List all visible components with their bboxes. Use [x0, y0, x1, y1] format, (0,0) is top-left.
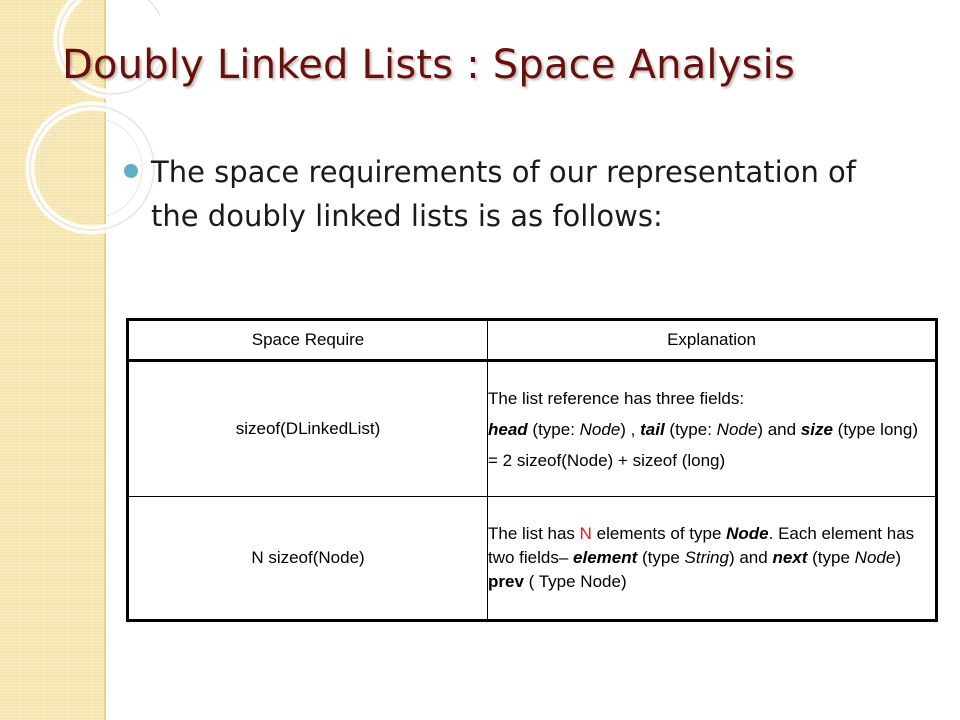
field-next: next — [772, 548, 808, 567]
field-prev: prev — [488, 572, 524, 591]
table-row — [128, 497, 937, 621]
header-space-require: Space Require — [128, 320, 488, 361]
type-string: String — [684, 548, 729, 567]
text-fragment: (type: — [527, 419, 580, 439]
text-fragment: ) and — [728, 548, 773, 567]
bullet-dot-icon — [124, 164, 138, 178]
field-head: head — [488, 419, 528, 439]
field-tail: tail — [640, 419, 665, 439]
text-fragment: ) and — [757, 419, 801, 439]
text-fragment: The list has — [488, 524, 580, 543]
bullet-text: The space requirements of our representation of the doubly linked lists is as follows: — [151, 155, 857, 233]
explanation-cell — [488, 497, 937, 621]
space-analysis-table — [126, 318, 938, 622]
text-fragment: (type — [807, 548, 855, 567]
text-fragment: ) , — [620, 419, 641, 439]
explanation-line — [488, 418, 935, 441]
text-fragment: . Each element has two fields– — [488, 524, 915, 567]
text-fragment: (type: — [664, 419, 717, 439]
type-node: Node — [716, 419, 758, 439]
type-node: Node — [726, 524, 769, 543]
field-size: size — [800, 419, 833, 439]
type-node: Node — [579, 419, 621, 439]
text-fragment: elements of type — [591, 524, 727, 543]
explanation-line: The list reference has three fields: — [488, 388, 745, 408]
header-explanation: Explanation — [488, 320, 937, 361]
text-fragment: ) — [895, 548, 901, 567]
text-fragment: (type — [637, 548, 685, 567]
type-node: Node — [854, 548, 896, 567]
text-fragment: ( Type Node) — [523, 572, 627, 591]
explanation-line: = 2 sizeof(Node) + sizeof (long) — [488, 450, 726, 470]
space-cell: sizeof(DLinkedList) — [128, 361, 488, 497]
highlight-n: N — [579, 524, 592, 543]
field-element: element — [573, 548, 638, 567]
table-row — [128, 361, 937, 497]
explanation-cell — [488, 361, 937, 497]
text-fragment: (type long) — [832, 419, 918, 439]
space-cell: N sizeof(Node) — [128, 497, 488, 621]
slide-title: Doubly Linked Lists : Space Analysis — [62, 42, 796, 88]
table-header-row — [128, 320, 937, 361]
